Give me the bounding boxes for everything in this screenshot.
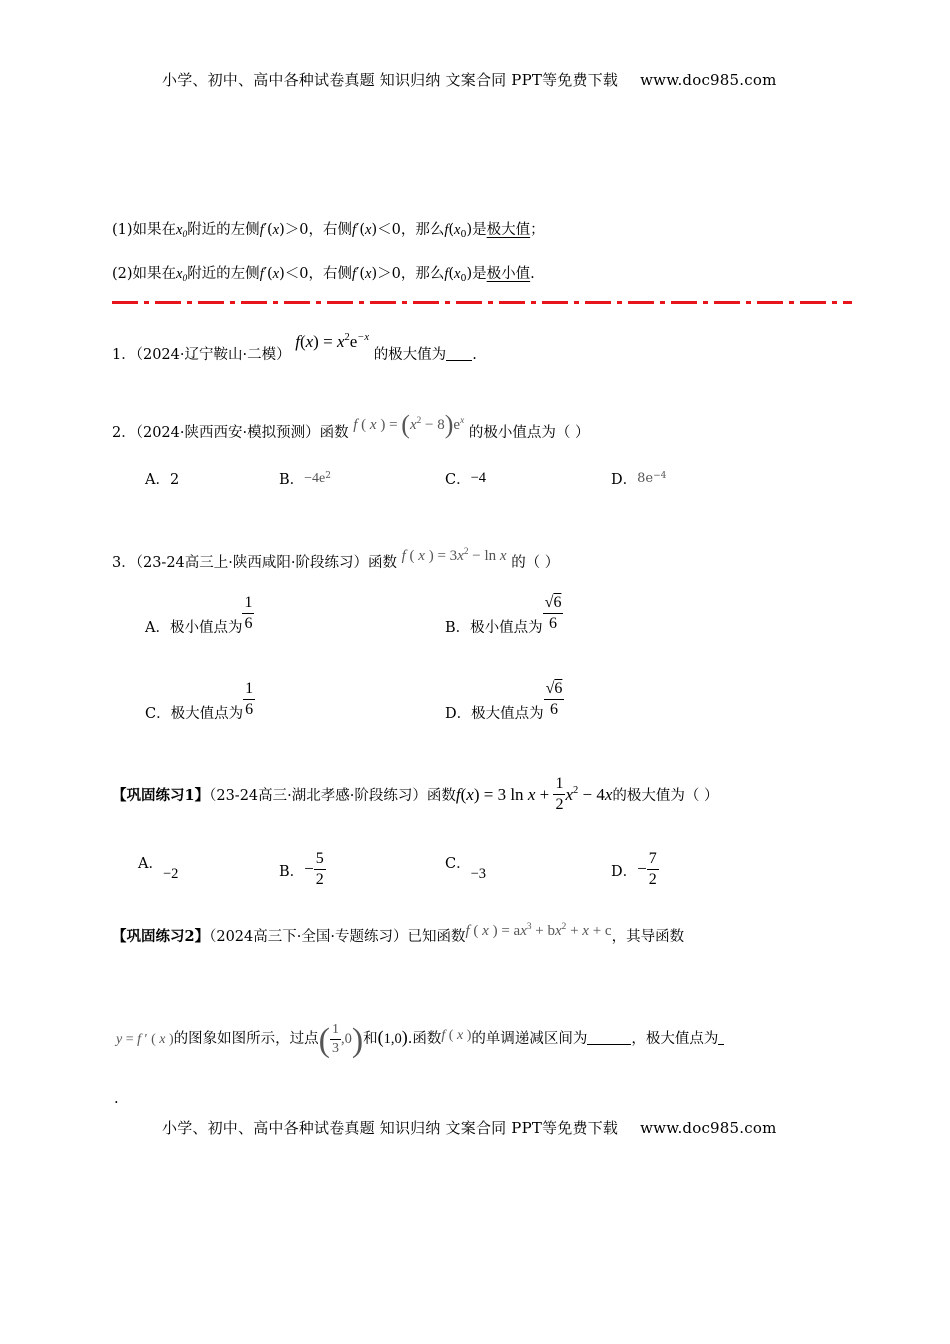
header-text: 小学、初中、高中各种试卷真题 知识归纳 文案合同 PPT等免费下载: [162, 71, 619, 89]
q3-option-d[interactable]: D．极大值点为 $\frac{√6}{6}$: [445, 680, 563, 722]
header-url[interactable]: www.doc985.com: [640, 71, 777, 89]
p1-option-c[interactable]: C．−3: [445, 856, 487, 882]
q2-option-b[interactable]: B．$-4e^2$: [279, 471, 331, 488]
question-2: 2．（2024·陕西西安·模拟预测）函数 f ( x ) = $(x^2 - 8)e^x$ 的极小值点为（ ）: [112, 410, 590, 441]
question-3: 3．（23-24高三上·陕西咸阳·阶段练习）函数 f ( x ) = $3x^2 - \ln x$ 的（ ）: [112, 546, 560, 571]
q2-option-d[interactable]: D．$8e^{-4}$: [611, 471, 667, 488]
keyword-maximum: 极大值: [486, 222, 531, 238]
section-divider: [112, 301, 852, 304]
p2-formula: f ( x ) = $ax^3 + bx^2 + x + c$: [465, 921, 612, 939]
keyword-minimum: 极小值: [486, 266, 531, 282]
q2-option-a[interactable]: A．2: [145, 472, 180, 488]
q3-option-c[interactable]: C．极大值点为 $\frac{1}{6}$: [145, 680, 254, 722]
practice-1: 【巩固练习1】（23-24高三·湖北孝感·阶段练习）函数f(x) = 3 ln x + $\frac{1}{2}$ $x^2 - 4x$的极大值为（ ）: [112, 775, 719, 814]
page-header: [162, 69, 777, 90]
q2-option-c[interactable]: C．−4: [445, 470, 487, 488]
theory-line-1: (1)如果在$x_0$附近的左侧f′(x)＞0，右侧f′(x)＜0，那么$f(x_0)$是极大值；: [112, 222, 545, 240]
q3-formula: f ( x ) = $3x^2 - \ln x$: [401, 546, 507, 564]
p1-option-a[interactable]: A．−2: [138, 856, 179, 882]
p1-option-b[interactable]: B．− $\frac{5}{2}$: [279, 850, 324, 889]
derivative-formula: y = f ′ ( x ): [116, 1032, 174, 1047]
q3-option-b[interactable]: B．极小值点为 $\frac{√6}{6}$: [445, 594, 562, 636]
q2-formula: f ( x ) = $(x^2 - 8)e^x$: [353, 410, 465, 439]
p1-formula: f(x) = 3 ln x + $\frac{1}{2}$ $x^2 - 4x$: [455, 775, 613, 814]
question-1: 1．（2024·辽宁鞍山·二模） $f(x) = x^2e^{-x}$ 的极大值为 .: [112, 332, 477, 363]
theory-line-2: (2)如果在$x_0$附近的左侧f′(x)＜0，右侧f′(x)＞0，那么$f(x_0)$是极小值.: [112, 266, 535, 284]
footer-url[interactable]: www.doc985.com: [640, 1119, 777, 1137]
practice-2-line-3: .: [114, 1091, 119, 1107]
q3-option-a[interactable]: A．极小值点为 $\frac{1}{6}$: [145, 594, 253, 636]
answer-blank-max-point[interactable]: [718, 1030, 724, 1045]
p1-option-d[interactable]: D．− $\frac{7}{2}$: [611, 850, 657, 889]
page-footer: [162, 1117, 777, 1138]
answer-blank[interactable]: [446, 346, 472, 361]
footer-text: 小学、初中、高中各种试卷真题 知识归纳 文案合同 PPT等免费下载: [162, 1119, 619, 1137]
answer-blank-interval[interactable]: [587, 1030, 631, 1045]
practice-2-line-2: y = f ′ ( x )的图象如图所示，过点( $\frac{1}{3}$ ,0)和(1,0).函数f ( x )的单调递减区间为 ，极大值点为: [116, 1022, 724, 1060]
q1-formula: $f(x) = x^2e^{-x}$: [295, 332, 370, 351]
practice-2: 【巩固练习2】（2024高三下·全国·专题练习）已知函数f ( x ) = $ax^3 + bx^2 + x + c$，其导函数: [112, 921, 685, 945]
